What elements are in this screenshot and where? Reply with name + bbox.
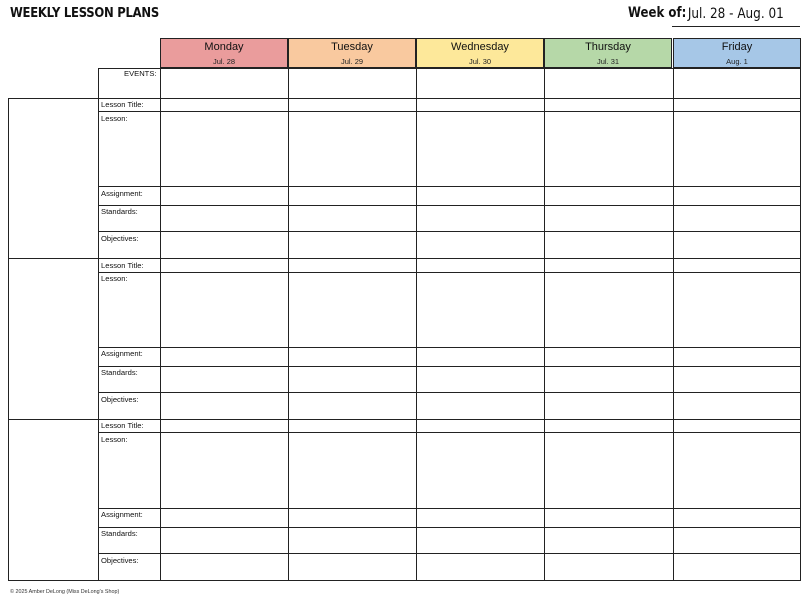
copyright-footer: © 2025 Amber DeLong (Miss DeLong's Shop) bbox=[10, 589, 120, 595]
day-name: Monday bbox=[204, 41, 244, 53]
assignment-label: Assignment: bbox=[101, 510, 143, 519]
lesson-title-label: Lesson Title: bbox=[101, 421, 144, 430]
day-name: Thursday bbox=[585, 41, 631, 53]
grid-line bbox=[98, 111, 801, 112]
week-of-field[interactable] bbox=[672, 3, 800, 27]
day-header-monday bbox=[160, 38, 288, 68]
grid-line bbox=[98, 272, 801, 273]
standards-label: Standards: bbox=[101, 368, 138, 377]
grid-line bbox=[98, 553, 801, 554]
grid-line bbox=[98, 347, 801, 348]
grid-line bbox=[98, 231, 801, 232]
day-header-wednesday bbox=[416, 38, 544, 68]
events-label: EVENTS: bbox=[124, 69, 157, 78]
grid-line bbox=[288, 68, 289, 580]
lesson-label: Lesson: bbox=[101, 435, 128, 444]
assignment-label: Assignment: bbox=[101, 349, 143, 358]
grid-line bbox=[800, 68, 801, 580]
day-date: Jul. 30 bbox=[468, 57, 492, 66]
lesson-label: Lesson: bbox=[101, 274, 128, 283]
week-of-label: Week of: bbox=[628, 5, 687, 21]
week-of-value: Jul. 28 - Aug. 01 bbox=[688, 6, 784, 22]
objectives-label: Objectives: bbox=[101, 234, 139, 243]
grid-line bbox=[8, 98, 9, 580]
grid-line bbox=[8, 258, 801, 259]
grid-line bbox=[98, 68, 801, 69]
grid-line bbox=[8, 580, 801, 581]
lesson-title-label: Lesson Title: bbox=[101, 100, 144, 109]
grid-line bbox=[98, 68, 99, 580]
day-name: Tuesday bbox=[331, 41, 373, 53]
objectives-label: Objectives: bbox=[101, 395, 139, 404]
grid-line bbox=[98, 508, 801, 509]
day-date: Jul. 29 bbox=[340, 57, 364, 66]
objectives-label: Objectives: bbox=[101, 556, 139, 565]
grid-line bbox=[98, 527, 801, 528]
day-header-thursday bbox=[544, 38, 672, 68]
day-name: Friday bbox=[721, 41, 753, 53]
grid-line bbox=[673, 68, 674, 580]
grid-line bbox=[98, 432, 801, 433]
lesson-label: Lesson: bbox=[101, 114, 128, 123]
assignment-label: Assignment: bbox=[101, 189, 143, 198]
lesson-title-label: Lesson Title: bbox=[101, 261, 144, 270]
grid-line bbox=[544, 68, 545, 580]
grid-line bbox=[8, 98, 801, 99]
grid-line bbox=[98, 186, 801, 187]
day-date: Aug. 1 bbox=[726, 57, 748, 66]
day-date: Jul. 31 bbox=[596, 57, 620, 66]
grid-line bbox=[98, 205, 801, 206]
day-header-friday bbox=[673, 38, 801, 68]
page-title: WEEKLY LESSON PLANS bbox=[10, 5, 159, 21]
day-date: Jul. 28 bbox=[212, 57, 236, 66]
day-header-tuesday bbox=[288, 38, 416, 68]
grid-line bbox=[8, 419, 801, 420]
standards-label: Standards: bbox=[101, 529, 138, 538]
grid-line bbox=[416, 68, 417, 580]
grid-line bbox=[160, 68, 161, 580]
standards-label: Standards: bbox=[101, 207, 138, 216]
grid-line bbox=[98, 392, 801, 393]
day-name: Wednesday bbox=[451, 41, 509, 53]
grid-line bbox=[98, 366, 801, 367]
